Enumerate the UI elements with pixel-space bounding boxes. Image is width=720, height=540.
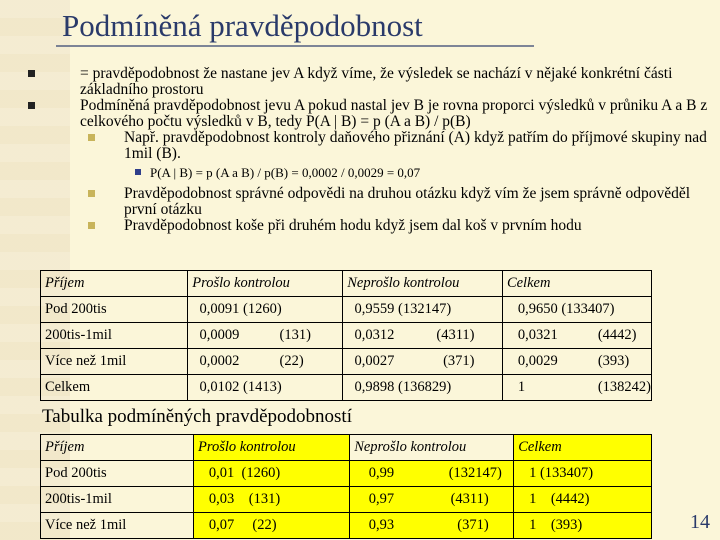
bullet-example-quiz: Pravděpodobnost správné odpovědi na druhou otázku když vím že jsem správně odpověděl první otázku — [28, 186, 718, 218]
table-header-row — [41, 271, 652, 297]
cell: 0,07 (22) — [194, 513, 350, 539]
cell: 0,93 (371) — [350, 513, 514, 539]
cell: 0,97 (4311) — [350, 487, 514, 513]
row-label: Pod 200tis — [41, 461, 194, 487]
row-label: Pod 200tis — [41, 297, 188, 323]
cell: 0,0002 (22) — [188, 349, 343, 375]
cell: 0,0029 (393) — [502, 349, 651, 375]
page-number: 14 — [690, 511, 710, 533]
cell: 0,9559 (132147) — [343, 297, 503, 323]
cell: 0,0321 (4442) — [502, 323, 651, 349]
row-label: Více než 1mil — [41, 349, 188, 375]
bullet-example-tax: Např. pravděpodobnost kontroly daňového přiznání (A) když patřím do příjmové skupiny nad 1mil (B). — [28, 130, 718, 162]
table-caption: Tabulka podmíněných pravděpodobností — [42, 406, 352, 427]
square-bullet-icon — [88, 222, 95, 229]
row-label: Více než 1mil — [41, 513, 194, 539]
table-row — [41, 487, 652, 513]
row-label: 200tis-1mil — [41, 323, 188, 349]
bullet-example-basketball: Pravděpodobnost koše při druhém hodu když jsem dal koš v prvním hodu — [28, 218, 718, 234]
bullet-definition: = pravděpodobnost že nastane jev A když víme, že výsledek se nachází v nějaké konkrétní části základního prostoru — [28, 66, 718, 98]
cell: 0,9898 (136829) — [343, 375, 503, 401]
table-row — [41, 375, 652, 401]
cell: 0,03 (131) — [194, 487, 350, 513]
cell: 1 (133407) — [514, 461, 652, 487]
cell: 0,01 (1260) — [194, 461, 350, 487]
square-bullet-icon — [135, 169, 141, 175]
square-bullet-icon — [88, 190, 95, 197]
cell: 0,0009 (131) — [188, 323, 343, 349]
header-cell: Prošlo kontrolou — [194, 435, 350, 461]
cell: 0,0102 (1413) — [188, 375, 343, 401]
table-row — [41, 297, 652, 323]
row-label: 200tis-1mil — [41, 487, 194, 513]
table-header-row — [41, 435, 652, 461]
joint-probability-table — [40, 270, 652, 401]
cell: 0,0091 (1260) — [188, 297, 343, 323]
slide-title: Podmíněná pravděpodobnost — [62, 8, 423, 43]
bullet-conditional: Podmíněná pravděpodobnost jevu A pokud nastal jev B je rovna proporci výsledků v průniku A a B z celkového počtu výsledků v B, tedy P(A | B) = p (A a B) / p(B) — [28, 98, 718, 130]
header-cell: Celkem — [502, 271, 651, 297]
row-label: Celkem — [41, 375, 188, 401]
square-bullet-icon — [28, 70, 35, 77]
cell: 0,0027 (371) — [343, 349, 503, 375]
header-cell: Prošlo kontrolou — [188, 271, 343, 297]
table-row — [41, 349, 652, 375]
cell: 0,99 (132147) — [350, 461, 514, 487]
header-cell: Neprošlo kontrolou — [343, 271, 503, 297]
header-cell: Neprošlo kontrolou — [350, 435, 514, 461]
header-cell: Celkem — [514, 435, 652, 461]
bullet-list — [28, 66, 718, 234]
conditional-probability-table — [40, 434, 652, 539]
square-bullet-icon — [28, 102, 35, 109]
table-row — [41, 461, 652, 487]
cell: 0,0312 (4311) — [343, 323, 503, 349]
header-cell: Příjem — [41, 435, 194, 461]
table-row — [41, 323, 652, 349]
bullet-formula: P(A | B) = p (A a B) / p(B) = 0,0002 / 0,0029 = 0,07 — [28, 165, 718, 181]
square-bullet-icon — [88, 134, 95, 141]
header-cell: Příjem — [41, 271, 188, 297]
cell: 1 (4442) — [514, 487, 652, 513]
cell: 1 (393) — [514, 513, 652, 539]
title-underline — [56, 45, 534, 47]
table-row — [41, 513, 652, 539]
cell: 1 (138242) — [502, 375, 651, 401]
cell: 0,9650 (133407) — [502, 297, 651, 323]
